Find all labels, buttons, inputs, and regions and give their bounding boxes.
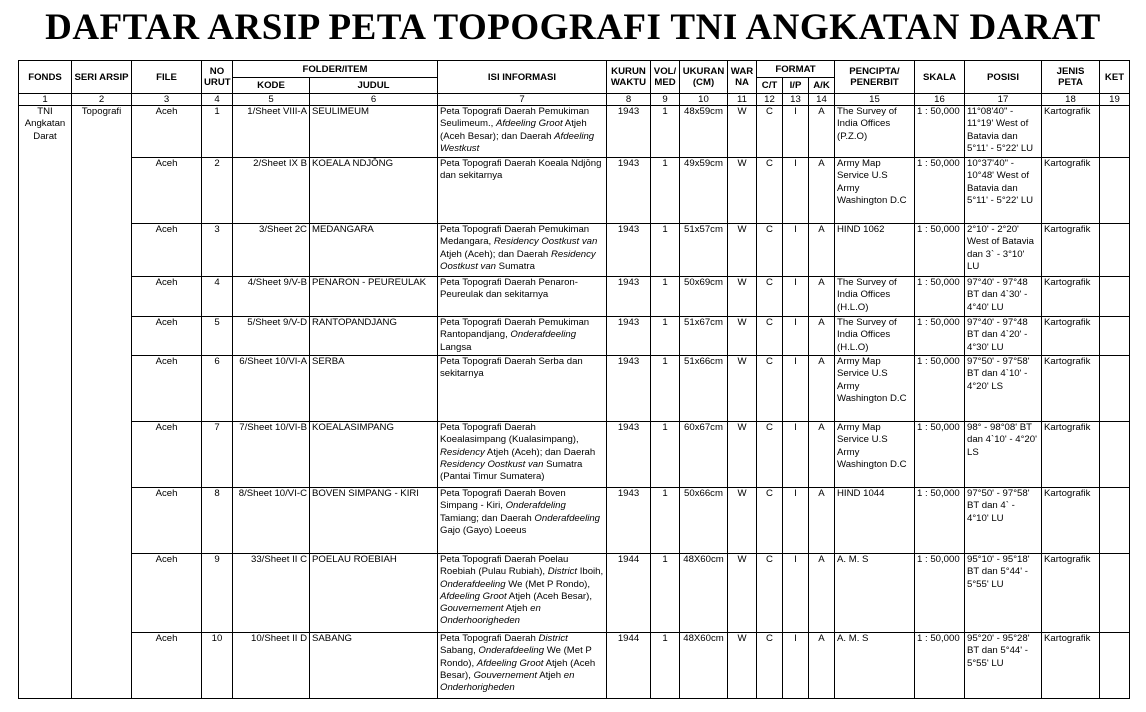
column-number: 17 <box>965 94 1042 106</box>
file-cell: Aceh <box>132 158 202 224</box>
info-text-segment: en Onderhorigheden <box>440 669 575 694</box>
isi-informasi-cell <box>438 277 607 317</box>
info-text-segment: District <box>547 566 578 578</box>
column-number: 13 <box>783 94 809 106</box>
format-ak-cell: A <box>809 633 835 699</box>
format-ip-cell: I <box>783 554 809 633</box>
skala-cell: 1 : 50,000 <box>915 356 965 422</box>
isi-informasi-cell <box>438 356 607 422</box>
ket-cell <box>1100 224 1130 277</box>
jenis-peta-cell: Kartografik <box>1042 106 1100 158</box>
no-urut-cell: 5 <box>202 317 233 356</box>
ukuran-cell: 50x66cm <box>680 488 728 554</box>
info-text-segment: Sabang, <box>440 645 479 657</box>
format-ip-cell: I <box>783 277 809 317</box>
skala-cell: 1 : 50,000 <box>915 158 965 224</box>
vol-med-cell: 1 <box>651 106 680 158</box>
skala-cell: 1 : 50,000 <box>915 224 965 277</box>
archive-table <box>18 60 1130 699</box>
isi-informasi-cell <box>438 488 607 554</box>
isi-informasi-cell <box>438 422 607 488</box>
pencipta-cell: Army Map Service U.S Army Washington D.C <box>835 356 915 422</box>
kurun-waktu-cell: 1943 <box>607 422 651 488</box>
info-text-segment: Atjeh (Aceh Besar); dan Daerah <box>440 118 587 142</box>
document-title: DAFTAR ARSIP PETA TOPOGRAFI TNI ANGKATAN DARAT <box>45 7 1101 48</box>
no-urut-cell: 10 <box>202 633 233 699</box>
format-ip-cell: I <box>783 158 809 224</box>
format-ak-cell: A <box>809 488 835 554</box>
file-cell: Aceh <box>132 633 202 699</box>
fonds-cell: TNI Angkatan Darat <box>19 106 72 699</box>
kode-cell: 1/Sheet VIII-A <box>233 106 310 158</box>
header-fonds: FONDS <box>19 61 72 94</box>
header-folder-item: FOLDER/ITEM <box>233 61 438 78</box>
format-ak-cell: A <box>809 158 835 224</box>
info-text-segment: Afdeeling Groot <box>440 590 507 602</box>
column-number: 3 <box>132 94 202 106</box>
kurun-waktu-cell: 1944 <box>607 554 651 633</box>
header-ukuran: UKURAN (CM) <box>680 61 728 94</box>
column-number: 19 <box>1100 94 1130 106</box>
column-number: 2 <box>72 94 132 106</box>
table-row <box>19 106 1130 158</box>
column-number: 12 <box>757 94 783 106</box>
column-number: 14 <box>809 94 835 106</box>
file-cell: Aceh <box>132 224 202 277</box>
jenis-peta-cell: Kartografik <box>1042 317 1100 356</box>
vol-med-cell: 1 <box>651 356 680 422</box>
table-row <box>19 277 1130 317</box>
info-text-segment: Onderafdeling <box>505 500 566 512</box>
vol-med-cell: 1 <box>651 158 680 224</box>
info-text-segment: We (Met P Rondo), <box>505 578 591 590</box>
column-number: 9 <box>651 94 680 106</box>
posisi-cell: 95°10' - 95°18' BT dan 5°44' - 5°55' LU <box>965 554 1042 633</box>
info-text-segment: Peta Topografi Daerah Koeala Ndjōng dan sekitarnya <box>440 158 602 182</box>
judul-cell: MEDANGARA <box>310 224 438 277</box>
posisi-cell: 10°37'40" - 10°48' West of Batavia dan 5°11' - 5°22' LU <box>965 158 1042 224</box>
format-ip-cell: I <box>783 488 809 554</box>
header-pencipta: PENCIPTA/ PENERBIT <box>835 61 915 94</box>
kode-cell: 2/Sheet IX B <box>233 158 310 224</box>
header-file: FILE <box>132 61 202 94</box>
posisi-cell: 97°40' - 97°48 BT dan 4`30' - 4°40' LU <box>965 277 1042 317</box>
info-text-segment: Atjeh (Aceh); dan Daerah <box>440 248 551 260</box>
column-number: 7 <box>438 94 607 106</box>
kurun-waktu-cell: 1944 <box>607 633 651 699</box>
posisi-cell: 98° - 98°08' BT dan 4`10' - 4°20' LS <box>965 422 1042 488</box>
warna-cell: W <box>728 422 757 488</box>
skala-cell: 1 : 50,000 <box>915 422 965 488</box>
info-text-segment: Afdeeling Groot <box>495 118 563 130</box>
kode-cell: 4/Sheet 9/V-B <box>233 277 310 317</box>
table-row <box>19 356 1130 422</box>
header-ket: KET <box>1100 61 1130 94</box>
table-row <box>19 633 1130 699</box>
skala-cell: 1 : 50,000 <box>915 317 965 356</box>
skala-cell: 1 : 50,000 <box>915 106 965 158</box>
kode-cell: 33/Sheet II C <box>233 554 310 633</box>
ket-cell <box>1100 317 1130 356</box>
judul-cell: PENARON - PEUREULAK <box>310 277 438 317</box>
info-text-segment: Sumatra <box>496 260 535 272</box>
kode-cell: 5/Sheet 9/V-D <box>233 317 310 356</box>
format-ct-cell: C <box>757 106 783 158</box>
jenis-peta-cell: Kartografik <box>1042 277 1100 317</box>
jenis-peta-cell: Kartografik <box>1042 554 1100 633</box>
no-urut-cell: 7 <box>202 422 233 488</box>
skala-cell: 1 : 50,000 <box>915 633 965 699</box>
kurun-waktu-cell: 1943 <box>607 224 651 277</box>
no-urut-cell: 6 <box>202 356 233 422</box>
header-kurun-waktu: KURUN WAKTU <box>607 61 651 94</box>
skala-cell: 1 : 50,000 <box>915 277 965 317</box>
ukuran-cell: 51x66cm <box>680 356 728 422</box>
table-row <box>19 158 1130 224</box>
format-ip-cell: I <box>783 106 809 158</box>
judul-cell: BOVEN SIMPANG - KIRI <box>310 488 438 554</box>
format-ct-cell: C <box>757 317 783 356</box>
info-text-segment: Peta Topografi Daerah Serba dan sekitarnya <box>440 356 583 380</box>
pencipta-cell: A. M. S <box>835 554 915 633</box>
isi-informasi-cell <box>438 633 607 699</box>
header-vol-med: VOL/ MED <box>651 61 680 94</box>
isi-informasi-cell <box>438 158 607 224</box>
ukuran-cell: 51x57cm <box>680 224 728 277</box>
kode-cell: 10/Sheet II D <box>233 633 310 699</box>
no-urut-cell: 8 <box>202 488 233 554</box>
header-skala: SKALA <box>915 61 965 94</box>
posisi-cell: 11°08'40" - 11°19' West of Batavia dan 5°11' - 5°22' LU <box>965 106 1042 158</box>
posisi-cell: 97°40' - 97°48 BT dan 4`20' - 4°30' LU <box>965 317 1042 356</box>
header-kode: KODE <box>233 78 310 94</box>
info-text-segment: Residency Oostkust van <box>440 248 596 272</box>
warna-cell: W <box>728 633 757 699</box>
kurun-waktu-cell: 1943 <box>607 488 651 554</box>
info-text-segment: Gouvernement <box>440 603 504 615</box>
warna-cell: W <box>728 554 757 633</box>
format-ip-cell: I <box>783 317 809 356</box>
vol-med-cell: 1 <box>651 633 680 699</box>
header-seri-arsip: SERI ARSIP <box>72 61 132 94</box>
table-body <box>19 106 1130 699</box>
info-text-segment: Atjeh <box>503 603 531 615</box>
judul-cell: SABANG <box>310 633 438 699</box>
header-isi-informasi: ISI INFORMASI <box>438 61 607 94</box>
isi-informasi-cell <box>438 317 607 356</box>
seri-arsip-cell: Topografi <box>72 106 132 699</box>
format-ak-cell: A <box>809 277 835 317</box>
judul-cell: SEULIMEUM <box>310 106 438 158</box>
header-jenis-peta: JENIS PETA <box>1042 61 1100 94</box>
format-ak-cell: A <box>809 422 835 488</box>
kode-cell: 8/Sheet 10/VI-C <box>233 488 310 554</box>
header-ip: I/P <box>783 78 809 94</box>
no-urut-cell: 3 <box>202 224 233 277</box>
column-number: 16 <box>915 94 965 106</box>
judul-cell: KOEALA NDJŌNG <box>310 158 438 224</box>
file-cell: Aceh <box>132 277 202 317</box>
pencipta-cell: Army Map Service U.S Army Washington D.C <box>835 422 915 488</box>
skala-cell: 1 : 50,000 <box>915 488 965 554</box>
header-warna: WAR NA <box>728 61 757 94</box>
info-text-segment: Residency <box>440 446 485 458</box>
info-text-segment: Peta Topografi Daerah Pemukiman Seulimeum., <box>440 106 590 130</box>
ukuran-cell: 51x67cm <box>680 317 728 356</box>
jenis-peta-cell: Kartografik <box>1042 224 1100 277</box>
warna-cell: W <box>728 106 757 158</box>
format-ak-cell: A <box>809 554 835 633</box>
file-cell: Aceh <box>132 106 202 158</box>
isi-informasi-cell <box>438 106 607 158</box>
header-ak: A/K <box>809 78 835 94</box>
info-text-segment: Afdeeling Groot <box>476 657 544 669</box>
ukuran-cell: 48x59cm <box>680 106 728 158</box>
column-number: 1 <box>19 94 72 106</box>
skala-cell: 1 : 50,000 <box>915 554 965 633</box>
table-row <box>19 224 1130 277</box>
warna-cell: W <box>728 277 757 317</box>
ukuran-cell: 48X60cm <box>680 554 728 633</box>
column-number: 8 <box>607 94 651 106</box>
format-ak-cell: A <box>809 356 835 422</box>
format-ip-cell: I <box>783 356 809 422</box>
judul-cell: SERBA <box>310 356 438 422</box>
vol-med-cell: 1 <box>651 488 680 554</box>
kode-cell: 3/Sheet 2C <box>233 224 310 277</box>
header-posisi: POSISI <box>965 61 1042 94</box>
file-cell: Aceh <box>132 422 202 488</box>
warna-cell: W <box>728 356 757 422</box>
ket-cell <box>1100 488 1130 554</box>
info-text-segment: Peta Topografi Daerah <box>440 633 539 644</box>
pencipta-cell: The Survey of India Offices (P.Z.O) <box>835 106 915 158</box>
header-no-urut: NO URUT <box>202 61 233 94</box>
format-ct-cell: C <box>757 277 783 317</box>
info-text-segment: Sumatra (Pantai Timur Sumatera) <box>440 458 583 483</box>
ukuran-cell: 48X60cm <box>680 633 728 699</box>
info-text-segment: Residency Oostkust van <box>493 236 598 248</box>
info-text-segment: Atjeh (Aceh); dan Daerah <box>484 446 596 458</box>
file-cell: Aceh <box>132 554 202 633</box>
ket-cell <box>1100 554 1130 633</box>
jenis-peta-cell: Kartografik <box>1042 633 1100 699</box>
file-cell: Aceh <box>132 356 202 422</box>
format-ct-cell: C <box>757 633 783 699</box>
format-ak-cell: A <box>809 106 835 158</box>
kurun-waktu-cell: 1943 <box>607 158 651 224</box>
format-ip-cell: I <box>783 633 809 699</box>
ket-cell <box>1100 356 1130 422</box>
format-ip-cell: I <box>783 422 809 488</box>
table-row <box>19 422 1130 488</box>
kurun-waktu-cell: 1943 <box>607 317 651 356</box>
vol-med-cell: 1 <box>651 317 680 356</box>
pencipta-cell: Army Map Service U.S Army Washington D.C <box>835 158 915 224</box>
info-text-segment: Gouvernement <box>473 669 538 681</box>
info-text-segment: Atjeh (Aceh Besar), <box>506 590 592 602</box>
info-text-segment: Onderafdeeling <box>478 645 545 657</box>
pencipta-cell: The Survey of India Offices (H.L.O) <box>835 277 915 317</box>
info-text-segment: Gajo (Gayo) Loeeus <box>440 524 527 536</box>
ket-cell <box>1100 422 1130 488</box>
header-format: FORMAT <box>757 61 835 78</box>
info-text-segment: Atjeh (Aceh Besar), <box>440 657 596 681</box>
ket-cell <box>1100 277 1130 317</box>
info-text-segment: Peta Topografi Daerah Pemukiman Medangara, <box>440 224 590 248</box>
header-ct: C/T <box>757 78 783 94</box>
info-text-segment: Atjeh <box>537 669 564 681</box>
format-ct-cell: C <box>757 224 783 277</box>
format-ct-cell: C <box>757 158 783 224</box>
posisi-cell: 97°50' - 97°58' BT dan 4`10' - 4°20' LS <box>965 356 1042 422</box>
info-text-segment: District <box>538 633 568 644</box>
info-text-segment: en Onderhoorigheden <box>440 603 541 627</box>
judul-cell: KOEALASIMPANG <box>310 422 438 488</box>
format-ak-cell: A <box>809 224 835 277</box>
pencipta-cell: A. M. S <box>835 633 915 699</box>
info-text-segment: Residency Oostkust van <box>440 458 544 470</box>
table-row <box>19 317 1130 356</box>
info-text-segment: Onderafdeeling <box>534 512 601 524</box>
pencipta-cell: HIND 1062 <box>835 224 915 277</box>
jenis-peta-cell: Kartografik <box>1042 488 1100 554</box>
header-judul: JUDUL <box>310 78 438 94</box>
info-text-segment: Onderafdeeling <box>440 578 506 590</box>
posisi-cell: 2°10' - 2°20' West of Batavia dan 3` - 3°10' LU <box>965 224 1042 277</box>
isi-informasi-cell <box>438 224 607 277</box>
kode-cell: 7/Sheet 10/VI-B <box>233 422 310 488</box>
judul-cell: POELAU ROEBIAH <box>310 554 438 633</box>
warna-cell: W <box>728 158 757 224</box>
info-text-segment: Tamiang; dan Daerah <box>440 512 535 524</box>
isi-informasi-cell <box>438 554 607 633</box>
info-text-segment: Afdeeling Westkust <box>440 130 595 154</box>
jenis-peta-cell: Kartografik <box>1042 422 1100 488</box>
table-row <box>19 488 1130 554</box>
posisi-cell: 97°50' - 97°58' BT dan 4` - 4°10' LU <box>965 488 1042 554</box>
column-number: 15 <box>835 94 915 106</box>
ukuran-cell: 50x69cm <box>680 277 728 317</box>
info-text-segment: Peta Topografi Daerah Penaron-Peureulak dan sekitarnya <box>440 277 578 301</box>
vol-med-cell: 1 <box>651 422 680 488</box>
format-ak-cell: A <box>809 317 835 356</box>
jenis-peta-cell: Kartografik <box>1042 356 1100 422</box>
info-text-segment: Peta Topografi Daerah Pemukiman Rantopandjang, <box>440 317 590 341</box>
vol-med-cell: 1 <box>651 554 680 633</box>
kurun-waktu-cell: 1943 <box>607 106 651 158</box>
ket-cell <box>1100 633 1130 699</box>
ukuran-cell: 60x67cm <box>680 422 728 488</box>
kurun-waktu-cell: 1943 <box>607 356 651 422</box>
kurun-waktu-cell: 1943 <box>607 277 651 317</box>
column-number: 6 <box>310 94 438 106</box>
posisi-cell: 95°20' - 95°28' BT dan 5°44' - 5°55' LU <box>965 633 1042 699</box>
vol-med-cell: 1 <box>651 277 680 317</box>
ket-cell <box>1100 106 1130 158</box>
info-text-segment: Iboih, <box>577 566 604 578</box>
info-text-segment: We (Met P Rondo), <box>440 645 592 669</box>
format-ct-cell: C <box>757 488 783 554</box>
column-number: 4 <box>202 94 233 106</box>
format-ip-cell: I <box>783 224 809 277</box>
ket-cell <box>1100 158 1130 224</box>
pencipta-cell: The Survey of India Offices (H.L.O) <box>835 317 915 356</box>
kode-cell: 6/Sheet 10/VI-A <box>233 356 310 422</box>
warna-cell: W <box>728 488 757 554</box>
no-urut-cell: 9 <box>202 554 233 633</box>
info-text-segment: Peta Topografi Daerah Poelau Roebiah (Pulau Rubiah), <box>440 554 569 578</box>
table-row <box>19 554 1130 633</box>
file-cell: Aceh <box>132 317 202 356</box>
file-cell: Aceh <box>132 488 202 554</box>
format-ct-cell: C <box>757 554 783 633</box>
info-text-segment: Peta Topografi Daerah Koealasimpang (Kualasimpang), <box>440 422 579 446</box>
format-ct-cell: C <box>757 422 783 488</box>
vol-med-cell: 1 <box>651 224 680 277</box>
format-ct-cell: C <box>757 356 783 422</box>
pencipta-cell: HIND 1044 <box>835 488 915 554</box>
table-header <box>19 61 1130 106</box>
column-number: 11 <box>728 94 757 106</box>
column-number: 10 <box>680 94 728 106</box>
ukuran-cell: 49x59cm <box>680 158 728 224</box>
no-urut-cell: 1 <box>202 106 233 158</box>
judul-cell: RANTOPANDJANG <box>310 317 438 356</box>
jenis-peta-cell: Kartografik <box>1042 158 1100 224</box>
column-number: 18 <box>1042 94 1100 106</box>
warna-cell: W <box>728 317 757 356</box>
info-text-segment: Peta Topografi Daerah Boven Simpang - Kiri, <box>440 488 566 512</box>
no-urut-cell: 2 <box>202 158 233 224</box>
info-text-segment: Onderafdeeling <box>510 329 577 341</box>
warna-cell: W <box>728 224 757 277</box>
info-text-segment: Langsa <box>440 341 472 353</box>
no-urut-cell: 4 <box>202 277 233 317</box>
column-number-row <box>19 94 1130 106</box>
column-number: 5 <box>233 94 310 106</box>
